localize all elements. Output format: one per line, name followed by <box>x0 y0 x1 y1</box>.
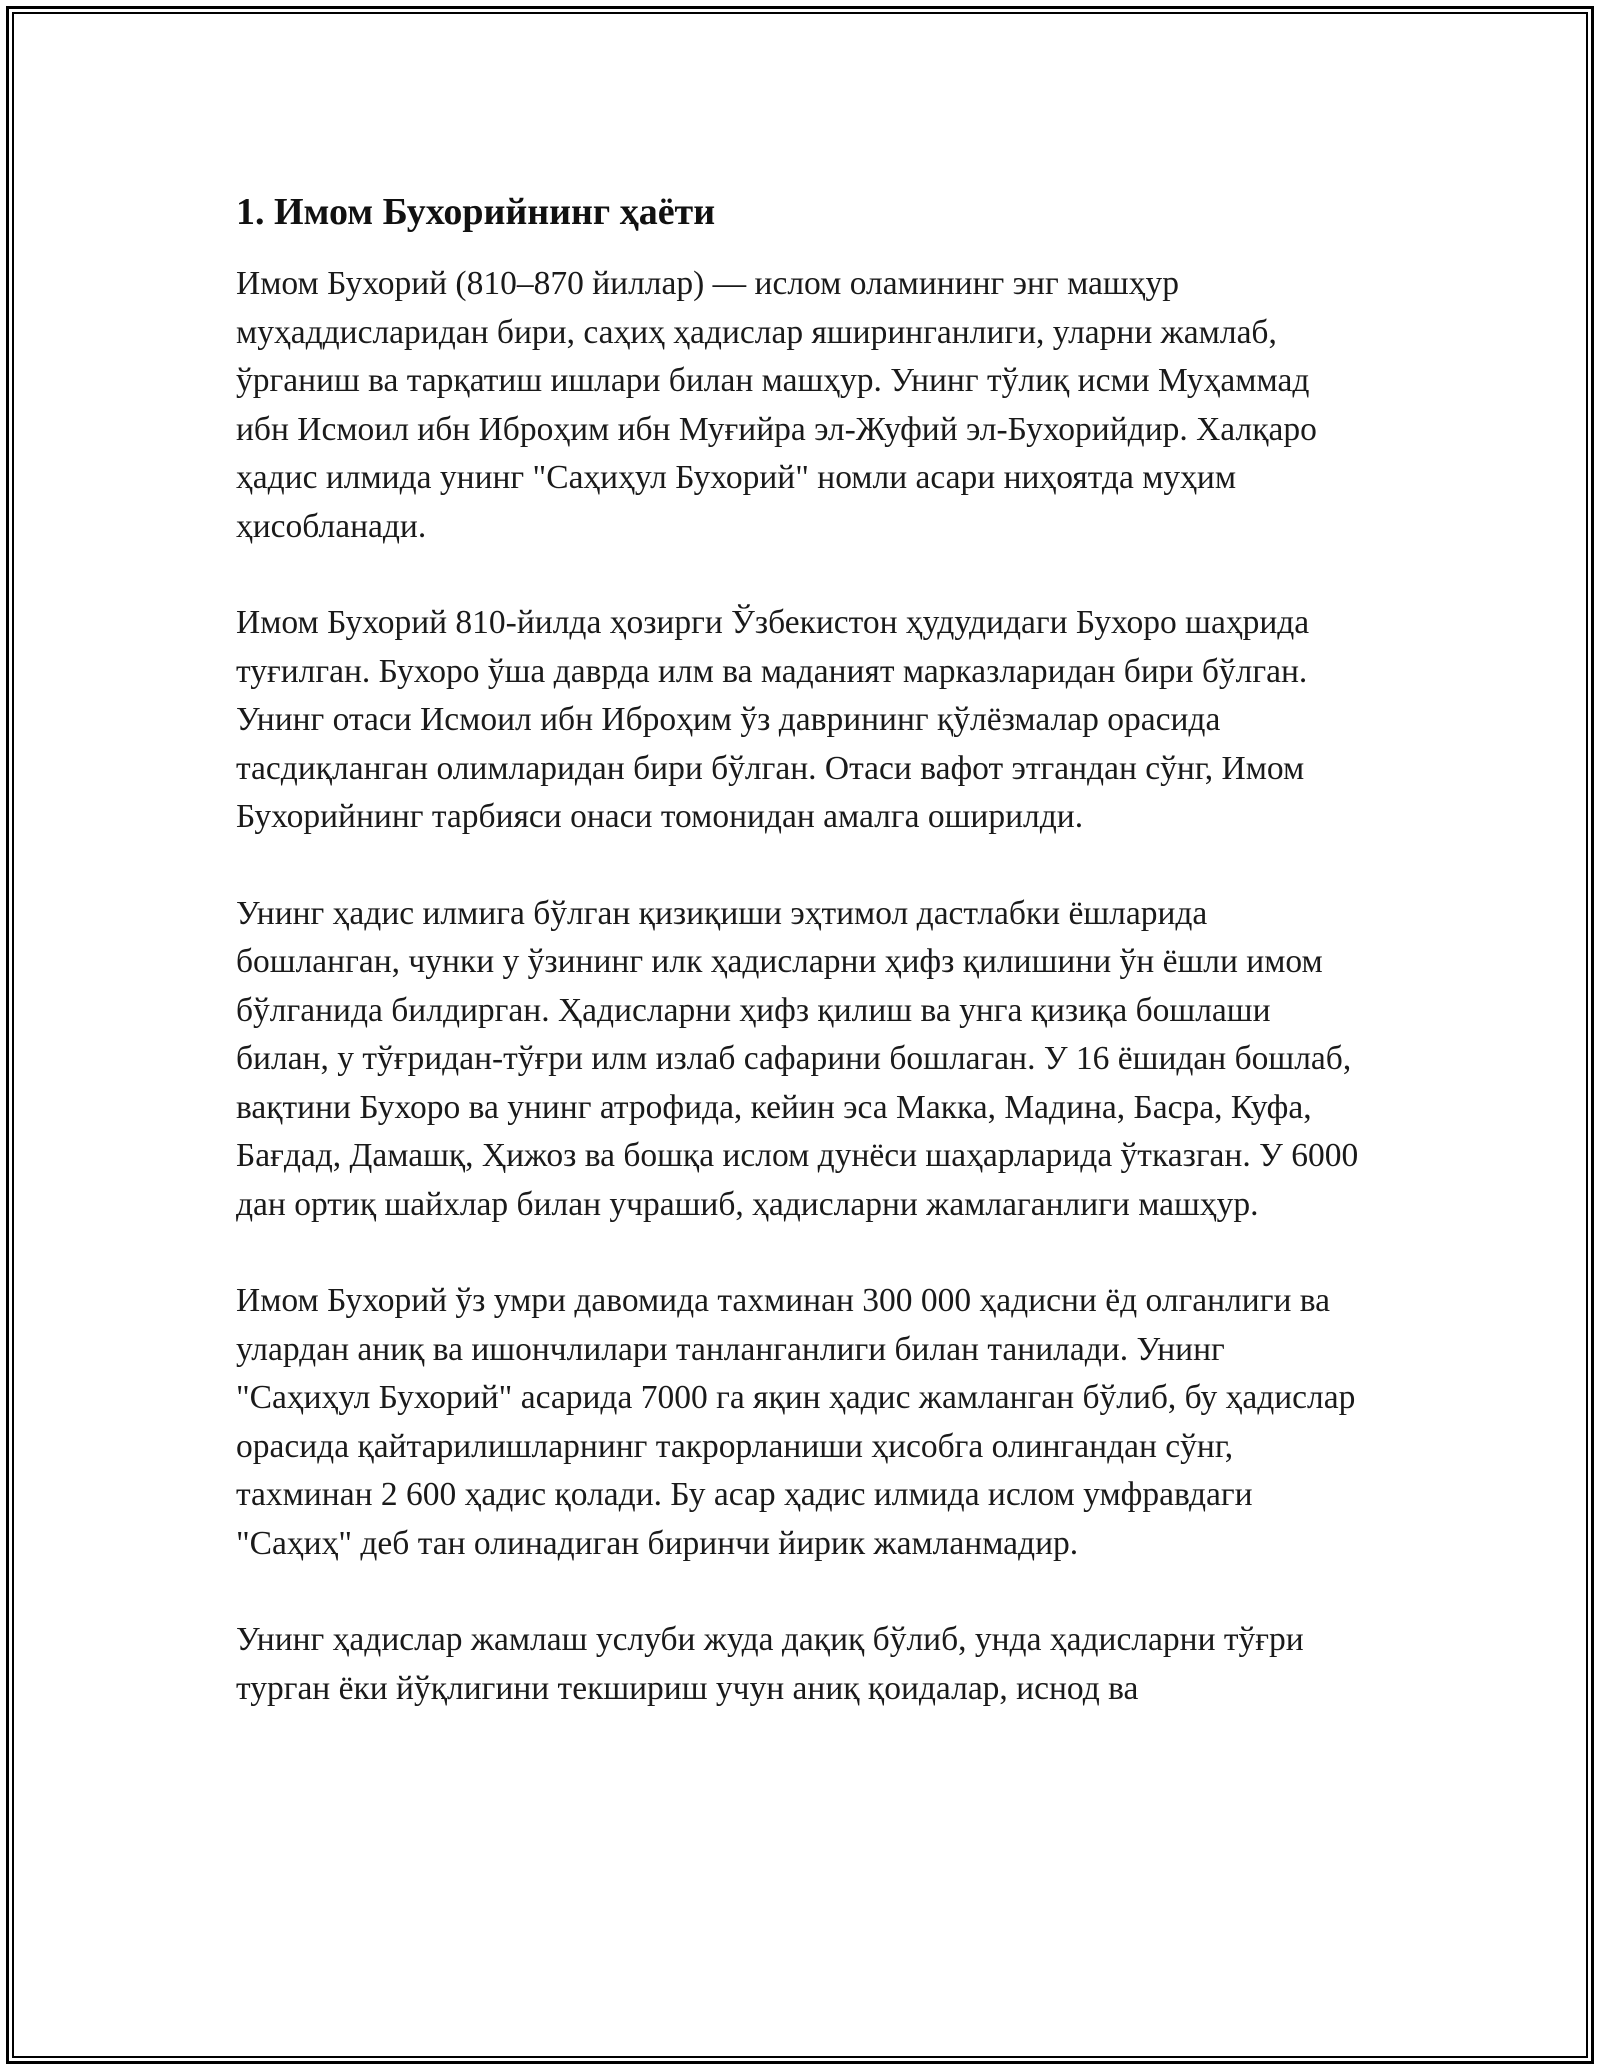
document-body <box>236 186 1360 1761</box>
paragraph-2: Имом Бухорий 810-йилда ҳозирги Ўзбекистон ҳудудидаги Бухоро шаҳрида туғилган. Бухоро ўша даврда илм ва маданият марказларидан бири бўлган. Унинг отаси Исмоил ибн Иброҳим ўз даврининг қўлёзмалар орасида тасдиқланган олимларидан бири бўлган. Отаси вафот этгандан сўнг, Имом Бухорийнинг тарбияси онаси томонидан амалга оширилди. <box>236 604 1310 835</box>
section-heading: 1. Имом Бухорийнинг ҳаёти <box>236 191 716 233</box>
paragraph-5: Унинг ҳадислар жамлаш услуби жуда дақиқ бўлиб, унда ҳадисларни тўғри турган ёки йўқлигини текшириш учун аниқ қоидалар, иснод ва <box>236 1621 1304 1707</box>
paragraph-3: Унинг ҳадис илмига бўлган қизиқиши эҳтимол дастлабки ёшларида бошланган, чунки у ўзининг илк ҳадисларни ҳифз қилишини ўн ёшли имом бўлганида билдирган. Ҳадисларни ҳифз қилиш ва унга қизиқа бошлаши билан, у тўғридан-тўғри илм излаб сафарини бошлаган. У 16 ёшидан бошлаб, вақтини Бухоро ва унинг атрофида, кейин эса Макка, Мадина, Басра, Куфа, Бағдад, Дамашқ, Ҳижоз ва бошқа ислом дунёси шаҳарларида ўтказган. У 6000 дан ортиқ шайхлар билан учрашиб, ҳадисларни жамлаганлиги машҳур. <box>236 894 1359 1223</box>
paragraph-4: Имом Бухорий ўз умри давомида тахминан 300 000 ҳадисни ёд олганлиги ва улардан аниқ ва ишончлилари танланганлиги билан танилади. Унинг "Саҳиҳул Бухорий" асарида 7000 га яқин ҳадис жамланган бўлиб, бу ҳадислар орасида қайтарилишларнинг такрорланиши ҳисобга олингандан сўнг, тахминан 2 600 ҳадис қолади. Бу асар ҳадис илмида ислом умфравдаги "Саҳиҳ" деб тан олинадиган биринчи йирик жамланмадир. <box>236 1282 1356 1562</box>
paragraph-1: Имом Бухорий (810–870 йиллар) — ислом оламининг энг машҳур муҳаддисларидан бири, саҳиҳ ҳадислар яширинганлиги, уларни жамлаб, ўрганиш ва тарқатиш ишлари билан машҳур. Унинг тўлиқ исми Муҳаммад ибн Исмоил ибн Иброҳим ибн Муғийра эл-Жуфий эл-Бухорийдир. Халқаро ҳадис илмида унинг "Саҳиҳул Бухорий" номли асари ниҳоятда муҳим ҳисобланади. <box>236 265 1317 545</box>
